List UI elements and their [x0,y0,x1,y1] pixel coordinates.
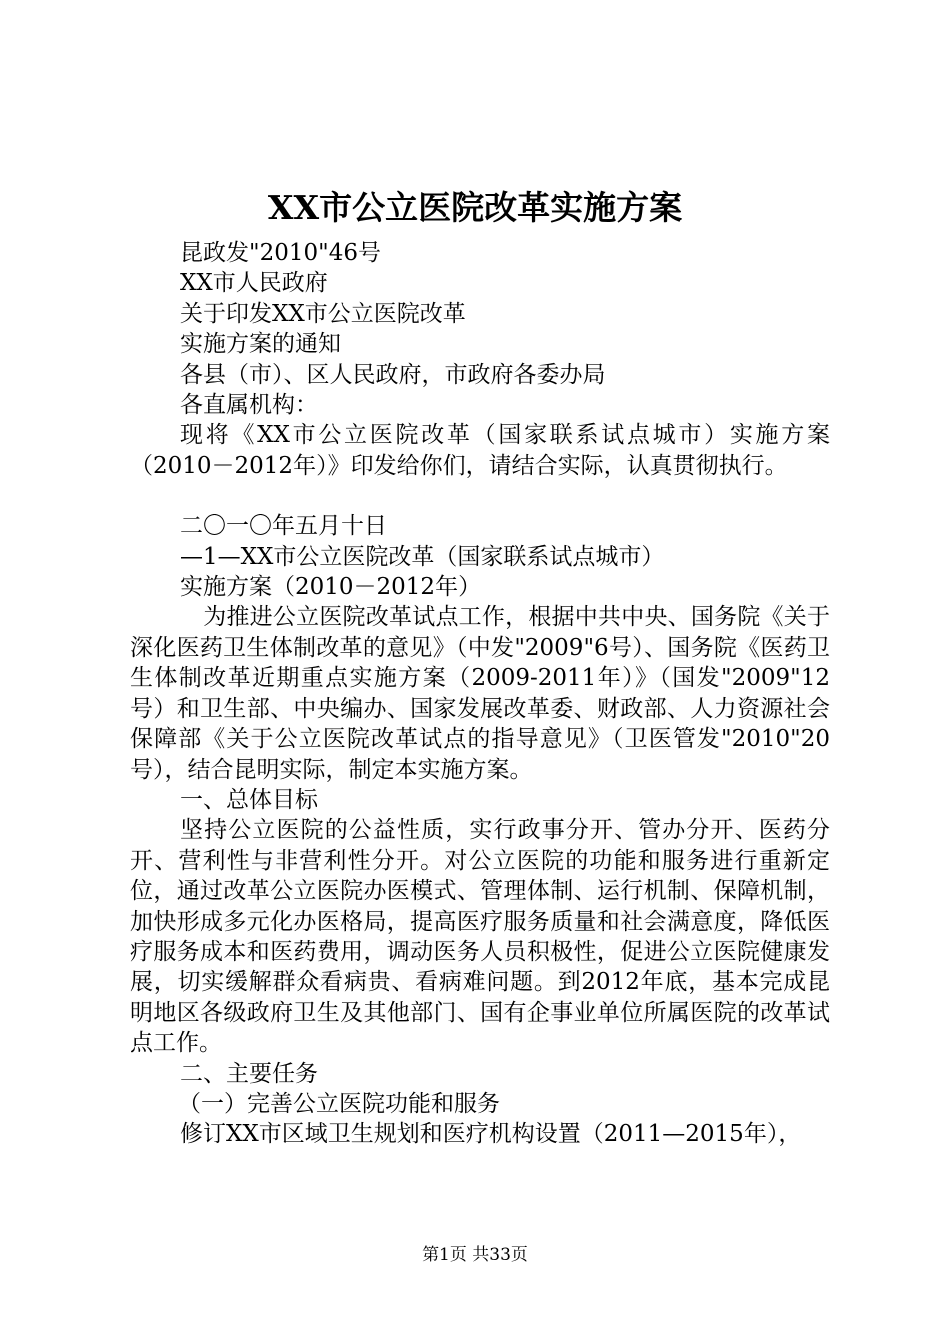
document-title: XX市公立医院改革实施方案 [267,188,683,227]
doc-number: 昆政发"2010"46号 [180,240,381,266]
section-heading-2: 二、主要任务 [180,1060,318,1087]
subsection-heading-1: （一）完善公立医院功能和服务 [178,1090,500,1117]
issue-date: 二〇一〇年五月十日 [180,513,387,540]
notice-title-line-2: 实施方案的通知 [180,331,341,358]
notice-title-line-1: 关于印发XX市公立医院改革 [180,300,466,327]
recipients-line-1: 各县（市）、区人民政府，市政府各委办局 [180,361,606,388]
section-1-paragraph: 坚持公立医院的公益性质，实行政事分开、管办分开、医药分开、营利性与非营利性分开。对公立医院的功能和服务进行重新定位，通过改革公立医院办医模式、管理体制、运行机制、保障机制，加快形成多元化办医格局，提高医疗服务质量和社会满意度，降低医疗服务成本和医药费用，调动医务人员积极性，促进公立医院健康发展，切实缓解群众看病贵、看病难问题。到2012年底，基本完成昆明地区各级政府卫生及其他部门、国有企事业单位所属医院的改革试点工作。 [130,817,830,1057]
notice-body: 现将《XX市公立医院改革（国家联系试点城市）实施方案（2010－2012年）》印发给你们，请结合实际，认真贯彻执行。 [130,422,830,479]
section-heading-1: 一、总体目标 [180,786,318,813]
issuer: XX市人民政府 [180,270,328,297]
recipients-line-2: 各直属机构： [180,392,318,419]
subsection-1-paragraph: 修订XX市区域卫生规划和医疗机构设置（2011—2015年）， [180,1121,802,1148]
document-body [130,238,830,1150]
intro-paragraph: 为推进公立医院改革试点工作，根据中共中央、国务院《关于深化医药卫生体制改革的意见》（中发"2009"6号）、国务院《医药卫生体制改革近期重点实施方案（2009-2011年）》（国发"2009"12号）和卫生部、中央编办、国家发展改革委、财政部、人力资源社会保障部《关于公立医院改革试点的指导意见》（卫医管发"2010"20号），结合昆明实际，制定本实施方案。 [130,604,830,783]
page-footer: 第1页 共33页 [422,1245,528,1265]
plan-title-line-1: —1—XX市公立医院改革（国家联系试点城市） [180,543,665,570]
spacer [130,481,830,511]
plan-title-line-2: 实施方案（2010－2012年） [180,574,482,601]
